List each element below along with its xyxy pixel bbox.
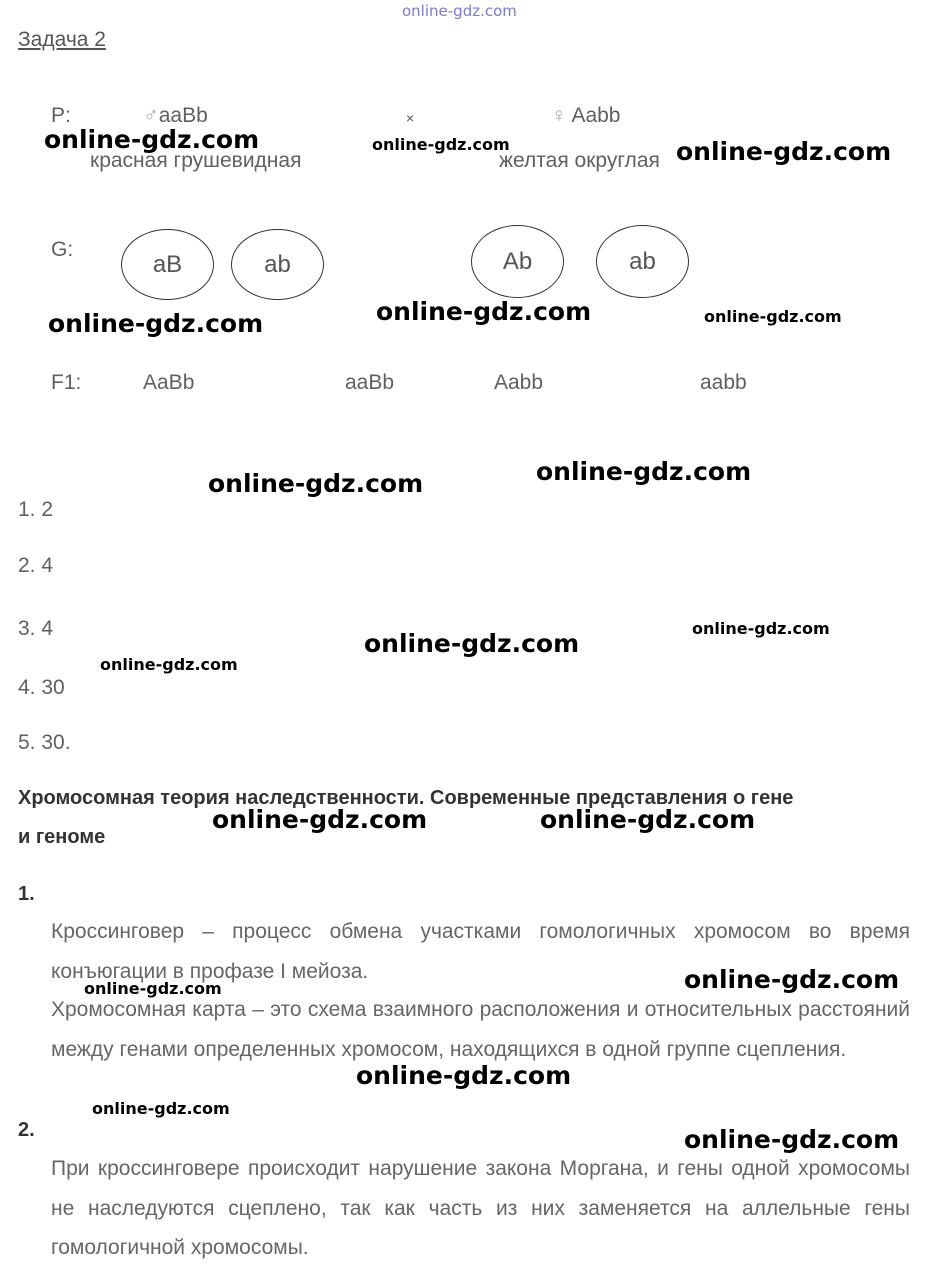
answer-item: 4. 30 [18,676,65,699]
watermark: online-gdz.com [536,457,752,486]
male-symbol-icon: ♂ [143,104,159,127]
p-label: P: [51,104,71,127]
answer-item: 5. 30. [18,731,71,754]
female-genotype: Aabb [571,104,621,127]
watermark: online-gdz.com [704,307,842,326]
watermark: online-gdz.com [44,125,260,154]
watermark: online-gdz.com [376,297,592,326]
answer-item: 1. 2 [18,498,54,521]
section-title-line1: Хромосомная теория наследственности. Современные представления о гене [18,787,794,809]
cross-symbol: × [406,110,415,126]
section-title-line2: и геноме [18,826,106,848]
answer-paragraph: При кроссинговере происходит нарушение закона Моргана, и гены одной хромосомы не наследуются сцеплено, так как часть из них заменяется на аллельные гены гомологичной хромосомы. [51,1157,910,1259]
female-parent [551,104,620,128]
f1-genotype: aabb [700,371,747,394]
definition-crossingover: Кроссинговер – процесс обмена участками гомологичных хромосом во время конъюгации в профазе I мейоза. [51,920,910,983]
watermark: online-gdz.com [684,965,900,994]
watermark: online-gdz.com [372,135,510,154]
answer-item: 3. 4 [18,617,54,640]
watermark: online-gdz.com [208,469,424,498]
question-number: 2. [18,1119,35,1141]
watermark: online-gdz.com [92,1099,230,1118]
watermark: online-gdz.com [684,1125,900,1154]
male-phenotype: красная грушевидная [90,149,302,172]
gamete-circle: ab [596,225,689,298]
female-symbol-icon: ♀ [551,104,567,127]
watermark: online-gdz.com [100,655,238,674]
gamete-circle: Ab [471,225,564,298]
watermark: online-gdz.com [692,619,830,638]
answer-item: 2. 4 [18,554,54,577]
g-label: G: [51,238,74,261]
f1-genotype: Aabb [494,371,544,394]
gamete-circle: ab [231,229,324,300]
watermark: online-gdz.com [84,979,222,998]
watermark: online-gdz.com [356,1061,572,1090]
question-number: 1. [18,883,35,905]
watermark: online-gdz.com [676,137,892,166]
watermark: online-gdz.com [48,309,264,338]
watermark: online-gdz.com [540,805,756,834]
gamete-circle: aB [121,229,214,300]
watermark: online-gdz.com [212,805,428,834]
definition-chromosome-map: Хромосомная карта – это схема взаимного расположения и относительных расстояний между генами определенных хромосом, находящихся в одной группе сцепления. [51,998,910,1061]
female-phenotype: желтая округлая [499,149,660,172]
male-genotype: aaBb [158,104,208,127]
watermark-top: online-gdz.com [402,2,517,20]
task-title: Задача 2 [18,28,106,51]
f1-genotype: aaBb [345,371,395,394]
f1-label: F1: [51,371,82,394]
f1-genotype: AaBb [143,371,195,394]
watermark: online-gdz.com [364,629,580,658]
